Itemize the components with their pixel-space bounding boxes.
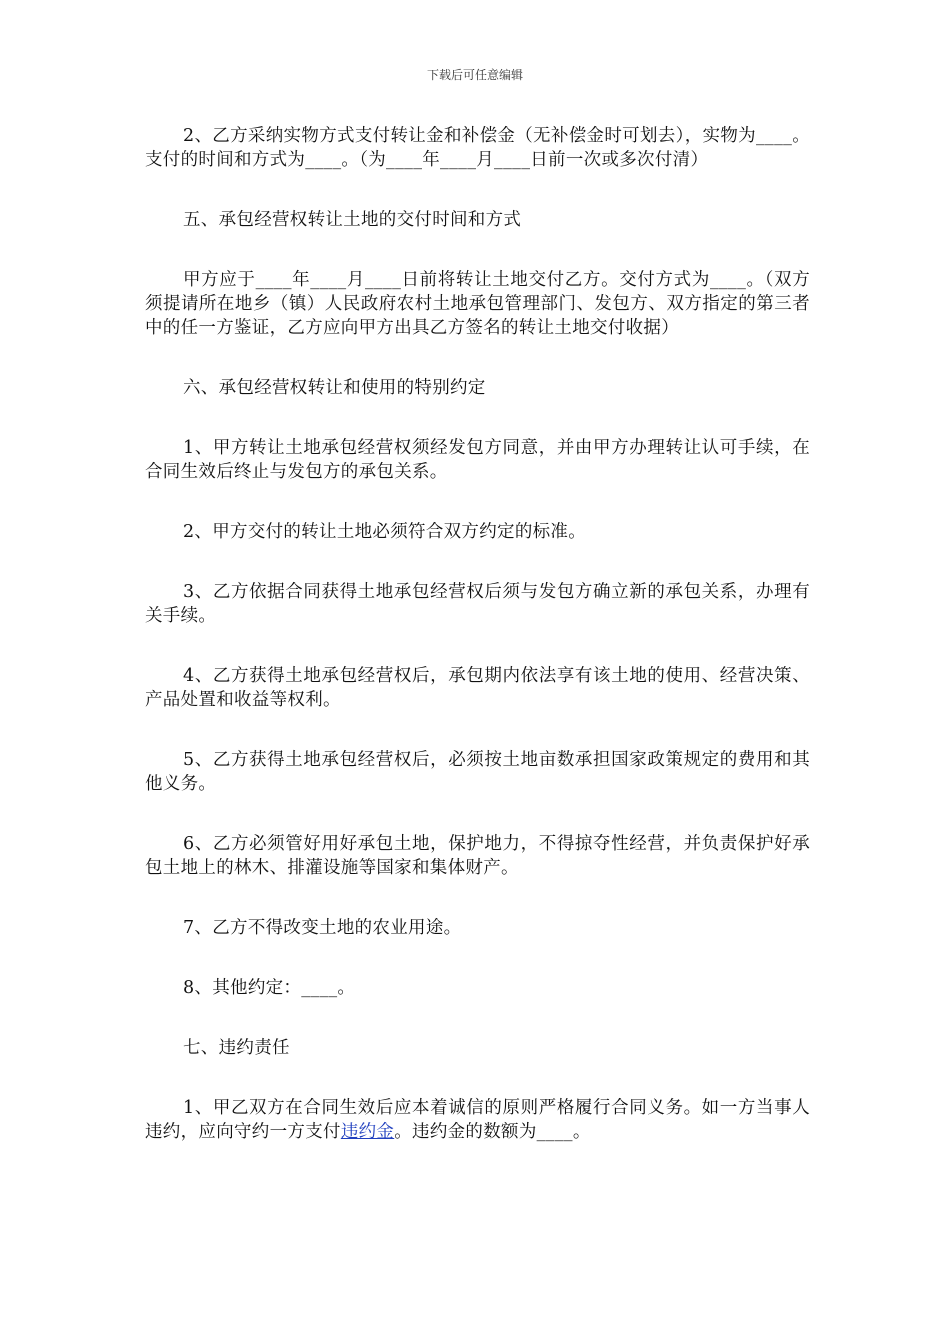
penalty-link[interactable]: 违约金	[340, 1122, 395, 1142]
clause-6-4: 4、乙方获得土地承包经营权后，承包期内依法享有该土地的使用、经营决策、产品处置和收益等权利。	[145, 666, 810, 710]
paragraph-payment-in-kind: 2、乙方采纳实物方式支付转让金和补偿金（无补偿金时可划去），实物为____。支付的时间和方式为____。（为____年____月____日前一次或多次付清）	[145, 126, 810, 170]
clause-6-8: 8、其他约定：____。	[183, 978, 356, 998]
clause-6-5: 5、乙方获得土地承包经营权后，必须按土地亩数承担国家政策规定的费用和其他义务。	[145, 750, 810, 794]
section-heading-7: 七、违约责任	[183, 1038, 290, 1058]
clause-6-6: 6、乙方必须管好用好承包土地，保护地力，不得掠夺性经营，并负责保护好承包土地上的林木、排灌设施等国家和集体财产。	[145, 834, 810, 878]
clause-6-7: 7、乙方不得改变土地的农业用途。	[183, 918, 462, 938]
section-heading-6: 六、承包经营权转让和使用的特别约定	[183, 378, 486, 398]
clause-7-1	[145, 1096, 810, 1144]
paragraph-delivery: 甲方应于____年____月____日前将转让土地交付乙方。交付方式为____。（双方须提请所在地乡（镇）人民政府农村土地承包管理部门、发包方、双方指定的第三者中的任一方鉴证，乙方应向甲方出具乙方签名的转让土地交付收据）	[145, 270, 810, 338]
page-header: 下载后可任意编辑	[426, 68, 523, 82]
clause-6-2: 2、甲方交付的转让土地必须符合双方约定的标准。	[183, 522, 587, 542]
document-body	[145, 124, 810, 1180]
clause-6-1: 1、甲方转让土地承包经营权须经发包方同意，并由甲方办理转让认可手续，在合同生效后终止与发包方的承包关系。	[145, 438, 810, 482]
section-heading-5: 五、承包经营权转让土地的交付时间和方式	[183, 210, 522, 230]
clause-6-3: 3、乙方依据合同获得土地承包经营权后须与发包方确立新的承包关系，办理有关手续。	[145, 582, 810, 626]
clause-7-1-text-before: 1、甲乙双方在合同生效后应本着诚信的原则严格履行合同义务。如一方当事人违约，应向守约一方支付	[145, 1098, 810, 1142]
clause-7-1-text-after: 。违约金的数额为____。	[394, 1122, 591, 1142]
